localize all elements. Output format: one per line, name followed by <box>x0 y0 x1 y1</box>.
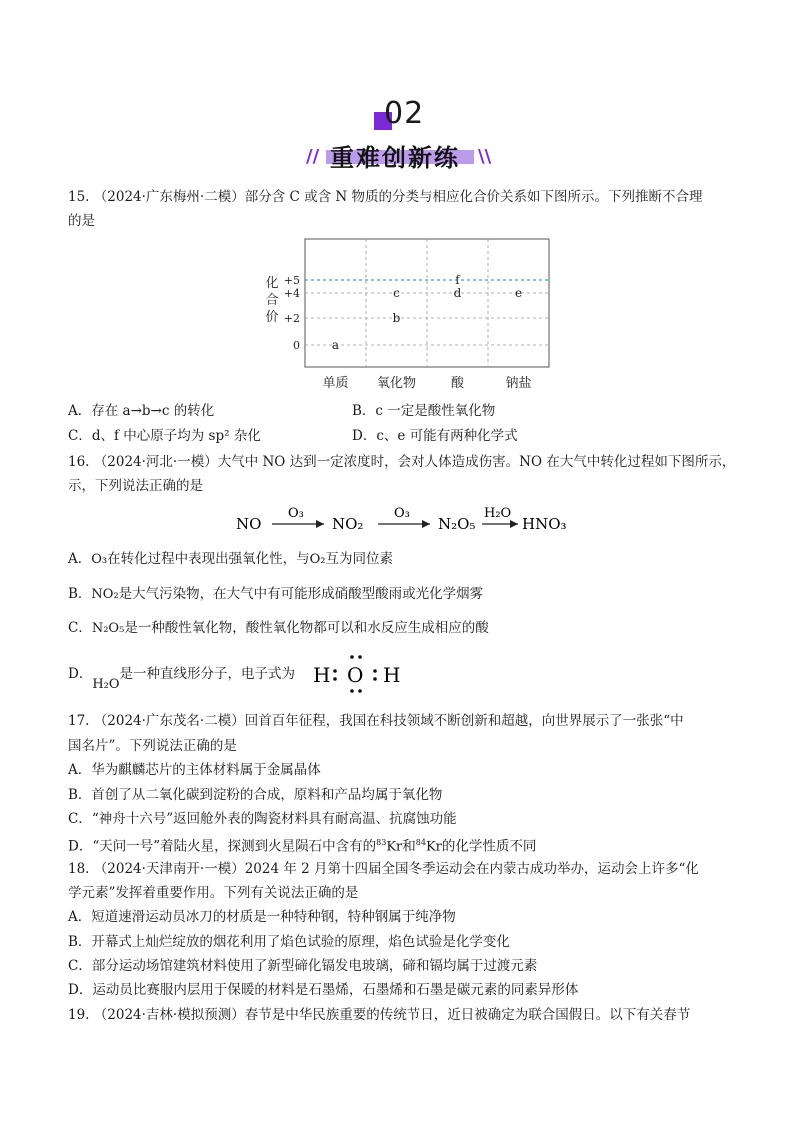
q15-option-b[interactable]: B．c 一定是酸性氧化物 <box>352 403 496 419</box>
q17-option-d-and: 和 <box>402 838 416 855</box>
q15-option-a[interactable]: A．存在 a→b→c 的转化 <box>68 403 215 419</box>
chart-x-category-label: 钠盐 <box>505 376 532 391</box>
lewis-dot-left-bottom <box>333 677 337 681</box>
q18-stem-line2: 学元素”发挥着重要作用。下列有关说法正确的是 <box>68 885 359 901</box>
q17-option-d-suffix: 的化学性质不同 <box>441 838 537 855</box>
q15-option-c[interactable]: C．d、f 中心原子均为 sp² 杂化 <box>68 428 261 444</box>
reaction-species-hno3: HNO₃ <box>522 515 567 533</box>
chart-point-b: b <box>392 311 401 325</box>
kr84-symbol: Kr <box>425 839 442 855</box>
q16-stem-line1: 16. （2024·河北·一模）大气中 NO 达到一定浓度时，会对人体造成伤害。NO 在大气中转化过程如下图所示， <box>68 454 736 470</box>
reaction-reagent-h2o: H₂O <box>484 506 512 521</box>
chart-x-category-label: 单质 <box>322 376 349 391</box>
q18-option-c[interactable]: C．部分运动场馆建筑材料使用了新型碲化镉发电玻璃，碲和镉均属于过渡元素 <box>68 958 538 974</box>
q16-option-b-prefix: B． <box>68 586 92 602</box>
valence-chart-svg <box>260 235 560 395</box>
lewis-h-right: H <box>383 663 401 687</box>
q15-stem-line2: 的是 <box>68 213 95 229</box>
q16-option-d-text: 是一种直线形分子，电子式为 <box>119 666 296 682</box>
q18-stem-line1: 18. （2024·天津南开·一模）2024 年 2 月第十四届全国冬季运动会在内蒙古成功举办，运动会上许多“化 <box>68 861 699 877</box>
reaction-reagent-o3-2: O₃ <box>394 506 410 521</box>
reaction-arrowhead-3 <box>510 520 518 528</box>
lewis-o: O <box>347 663 364 687</box>
reaction-species-no: NO <box>236 515 262 533</box>
q16-option-a[interactable] <box>68 550 393 569</box>
lewis-h-left: H <box>313 663 331 687</box>
lewis-dot-top-right <box>358 655 362 659</box>
kr84-mass: 84 <box>415 838 426 847</box>
chart-y-tick-label: 0 <box>293 339 300 352</box>
q16-option-c-prefix: C． <box>68 620 92 636</box>
lewis-dot-right-bottom <box>373 677 377 681</box>
chart-y-tick-label: +2 <box>283 312 300 325</box>
chart-point-c: c <box>393 286 400 300</box>
q16-option-a-suffix: 互为同位素 <box>325 551 393 567</box>
reaction-reagent-o3-1: O₃ <box>288 506 304 521</box>
kr83-mass: 83 <box>376 838 387 847</box>
q17-option-d-text: D．“天问一号”着陆火星，探测到火星陨石中含有的 <box>68 838 377 855</box>
q16-option-a-prefix: A． <box>68 551 92 567</box>
q17-option-b[interactable]: B．首创了从二氧化碳到淀粉的合成，原料和产品均属于氧化物 <box>68 787 443 803</box>
section-title: 重难创新练 <box>330 144 460 172</box>
q16-option-a-text: 在转化过程中表现出强氧化性，与 <box>107 551 310 567</box>
q16-option-b[interactable] <box>68 585 483 604</box>
water-electron-formula <box>305 652 425 698</box>
slash-decoration-right: \\ <box>478 146 492 167</box>
q17-option-a[interactable]: A．华为麒麟芯片的主体材料属于金属晶体 <box>68 762 321 778</box>
reaction-species-no2: NO₂ <box>332 515 364 533</box>
chart-y-tick-label: +4 <box>283 287 300 300</box>
q18-option-b[interactable]: B．开幕式上灿烂绽放的烟花利用了焰色试验的原理，焰色试验是化学变化 <box>68 934 510 950</box>
q16-option-d[interactable] <box>68 665 296 692</box>
q16-option-a-oxygen: O₂ <box>309 552 326 567</box>
q15-option-d[interactable]: D．c、e 可能有两种化学式 <box>352 428 518 444</box>
chart-point-d: d <box>453 286 462 300</box>
lewis-dot-right-top <box>373 669 377 673</box>
section-number: 02 <box>384 96 425 131</box>
chart-point-a: a <box>331 338 340 352</box>
slash-decoration-left: // <box>306 146 320 167</box>
lewis-dot-bottom-left <box>350 689 354 693</box>
reaction-arrowhead-1 <box>316 520 324 528</box>
q16-option-d-water: H₂O <box>92 677 120 692</box>
q16-option-b-no2: NO₂ <box>91 587 119 602</box>
chart-y-axis-label: 合 <box>265 293 279 308</box>
q16-option-d-prefix: D． <box>68 666 93 682</box>
q18-option-d[interactable]: D．运动员比赛服内层用于保暖的材料是石墨烯，石墨烯和石墨是碳元素的同素异形体 <box>68 982 579 998</box>
q17-option-c[interactable]: C．“神舟十六号”返回舱外表的陶瓷材料具有耐高温、抗腐蚀功能 <box>68 811 457 827</box>
chart-y-tick-label: +5 <box>283 274 300 287</box>
reaction-species-n2o5: N₂O₅ <box>438 515 476 533</box>
valence-chart <box>260 235 560 395</box>
q15-stem-line1: 15. （2024·广东梅州·二模）部分含 C 或含 N 物质的分类与相应化合价关系如下图所示。下列推断不合理 <box>68 189 703 205</box>
q16-option-c[interactable] <box>68 619 489 638</box>
water-lewis-svg <box>305 652 425 698</box>
no-conversion-reaction <box>232 502 572 536</box>
chart-point-f: f <box>455 273 460 287</box>
chart-y-axis-label: 价 <box>265 310 279 325</box>
q19-stem-line1: 19. （2024·吉林·模拟预测）春节是中华民族重要的传统节日，近日被确定为联合国假日。以下有关春节 <box>68 1007 691 1023</box>
q17-option-d[interactable] <box>68 834 536 857</box>
q16-option-c-text: 是一种酸性氧化物，酸性氧化物都可以和水反应生成相应的酸 <box>124 620 489 636</box>
lewis-dot-left-top <box>333 669 337 673</box>
q16-stem-line2: 示，下列说法正确的是 <box>68 478 203 494</box>
q17-stem-line2: 国名片”。下列说法正确的是 <box>68 738 237 754</box>
reaction-arrowhead-2 <box>422 520 430 528</box>
q16-option-c-n2o5: N₂O₅ <box>91 621 125 636</box>
q17-stem-line1: 17. （2024·广东茂名·二模）回首百年征程，我国在科技领域不断创新和超越，向世界展示了一张张“中 <box>68 713 684 729</box>
lewis-dot-bottom-right <box>358 689 362 693</box>
lewis-dot-top-left <box>350 655 354 659</box>
reaction-scheme-svg <box>232 502 572 536</box>
chart-y-axis-label: 化 <box>265 276 279 291</box>
chart-x-category-label: 酸 <box>450 376 465 391</box>
q16-option-b-text: 是大气污染物，在大气中有可能形成硝酸型酸雨或光化学烟雾 <box>118 586 484 602</box>
kr83-symbol: Kr <box>386 839 403 855</box>
chart-point-e: e <box>514 286 523 300</box>
q18-option-a[interactable]: A．短道速滑运动员冰刀的材质是一种特种钢，特种钢属于纯净物 <box>68 909 456 925</box>
chart-x-category-label: 氧化物 <box>376 376 417 391</box>
q16-option-a-ozone: O₃ <box>91 552 108 567</box>
